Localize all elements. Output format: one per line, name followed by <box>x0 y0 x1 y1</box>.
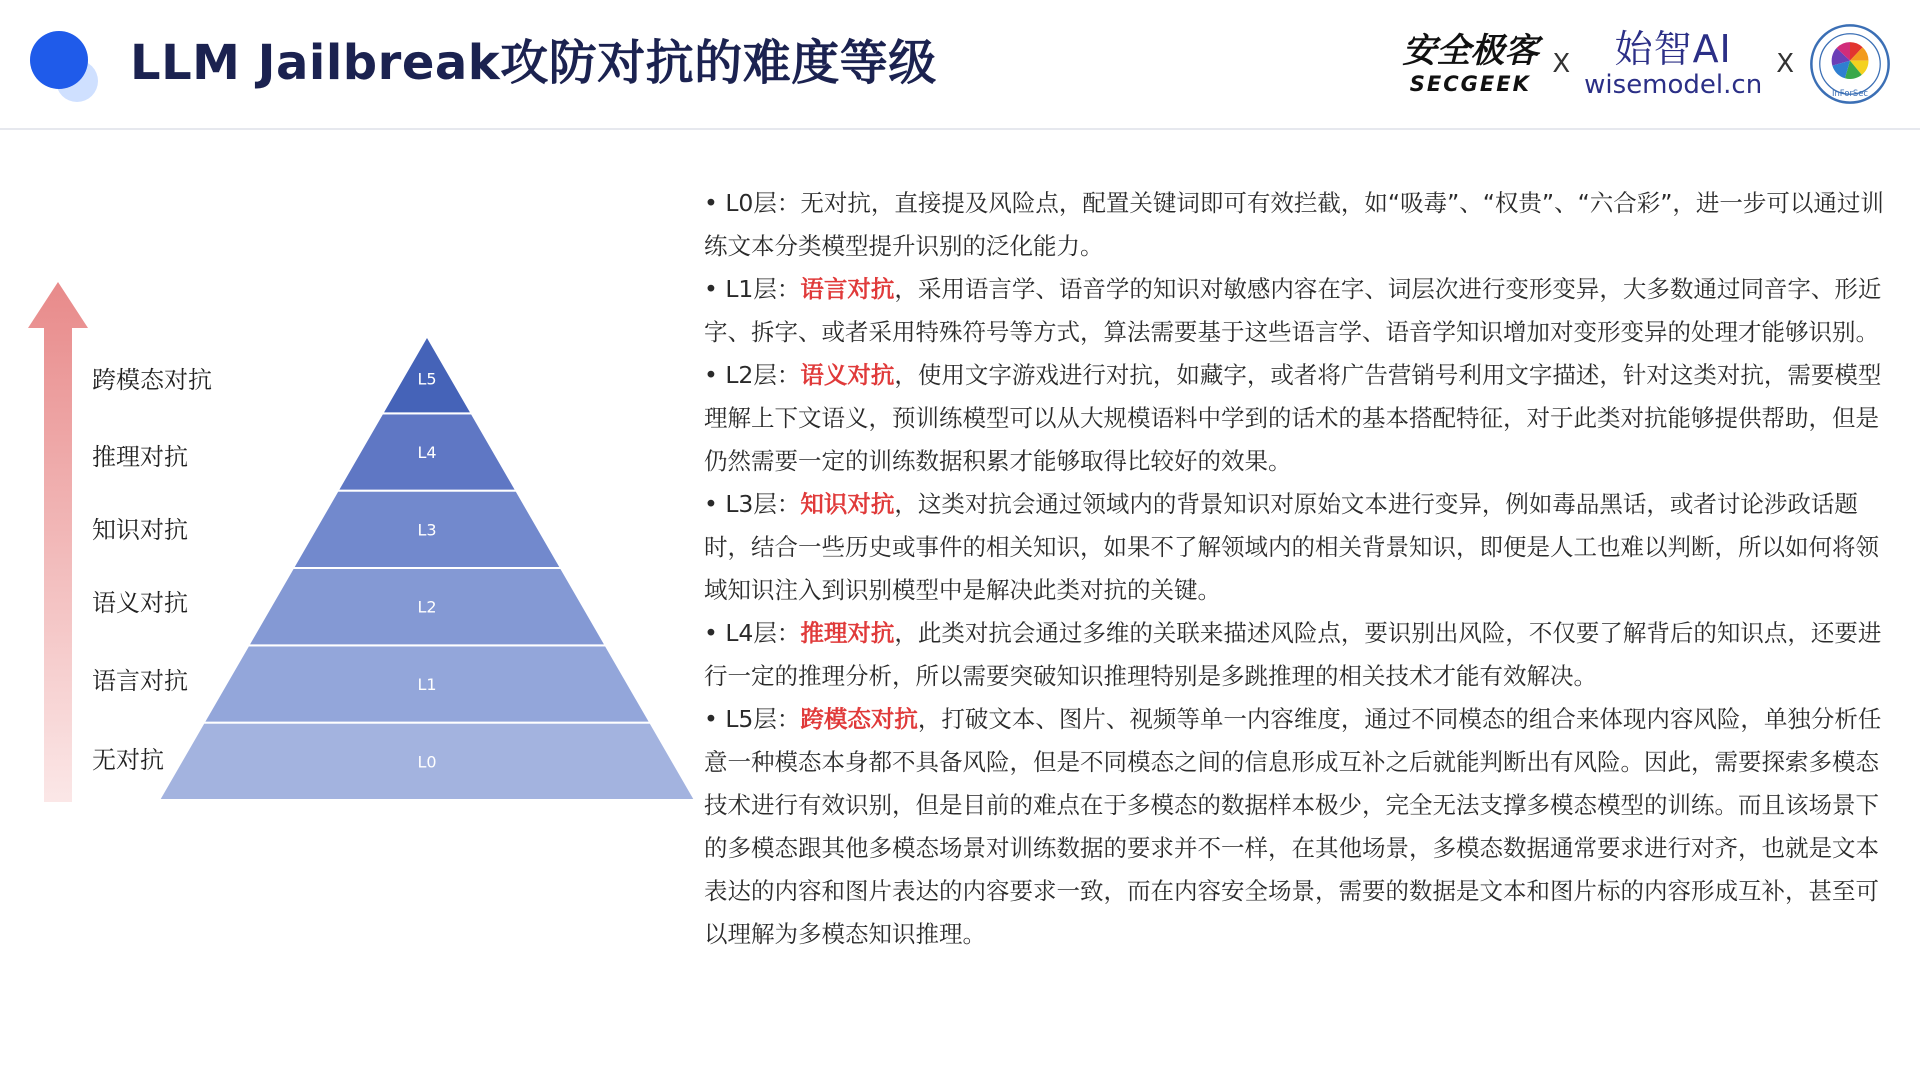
pyramid-side-label-l3: 知识对抗 <box>92 516 188 544</box>
level-description-highlight: 跨模态对抗 <box>800 705 918 733</box>
inforsec-seal-icon <box>1808 22 1892 106</box>
level-description-highlight: 推理对抗 <box>800 619 895 647</box>
pyramid-side-label-l5: 跨模态对抗 <box>92 366 212 394</box>
bullet: • <box>704 619 726 647</box>
logo-separator: X <box>1552 49 1571 79</box>
wisemodel-logo-cn: 始智AI <box>1614 27 1732 71</box>
pyramid-level-label: L0 <box>417 752 437 772</box>
pyramid-side-label-l2: 语义对抗 <box>92 589 188 617</box>
pyramid-level-label: L1 <box>417 675 437 694</box>
level-description-0 <box>704 182 1890 268</box>
level-description-text: ，使用文字游戏进行对抗，如藏字，或者将广告营销号利用文字描述，针对这类对抗，需要模型理解上下文语义，预训练模型可以从大规模语料中学到的话术的基本搭配特征，对于此类对抗能够提供帮助，但是仍然需要一定的训练数据积累才能够取得比较好的效果。 <box>704 361 1882 475</box>
inforsec-seal-text: InForSec <box>1832 87 1868 98</box>
logo-separator-2: X <box>1776 49 1794 79</box>
level-description-prefix: L0层： <box>725 189 801 217</box>
pyramid-level-label: L2 <box>417 597 437 617</box>
level-description-1 <box>704 268 1890 354</box>
difficulty-arrow-icon <box>28 282 88 802</box>
secgeek-logo-en: SECGEEK <box>1409 71 1531 96</box>
difficulty-pyramid <box>150 330 710 810</box>
level-description-prefix: L1层： <box>725 275 801 303</box>
bullet: • <box>704 361 726 389</box>
wisemodel-logo <box>1584 27 1763 100</box>
level-description-text: ，这类对抗会通过领域内的背景知识对原始文本进行变异，例如毒品黑话，或者讨论涉政话题时，结合一些历史或事件的相关知识，如果不了解领域内的相关背景知识，即便是人工也难以判断，所以如何将领域知识注入到识别模型中是解决此类对抗的关键。 <box>704 490 1879 604</box>
level-descriptions <box>704 182 1890 956</box>
pyramid-side-label-l1: 语言对抗 <box>92 667 188 695</box>
secgeek-logo-cn: 安全极客 <box>1402 30 1539 71</box>
level-description-text: ，打破文本、图片、视频等单一内容维度，通过不同模态的组合来体现内容风险，单独分析任意一种模态本身都不具备风险，但是不同模态之间的信息形成互补之后就能判断出有风险。因此，需要探索多模态技术进行有效识别，但是目前的难点在于多模态的数据样本极少，完全无法支撑多模态模型的训练。而且该场景下的多模态跟其他多模态场景对训练数据的要求并不一样，在其他场景，多模态数据通常要求进行对齐，也就是文本表达的内容和图片表达的内容要求一致，而在内容安全场景，需要的数据是文本和图片标的内容形成互补，甚至可以理解为多模态知识推理。 <box>704 705 1882 948</box>
wisemodel-logo-en: wisemodel.cn <box>1584 70 1763 100</box>
level-description-highlight: 知识对抗 <box>800 490 895 518</box>
level-description-3 <box>704 483 1890 612</box>
level-description-prefix: L2层： <box>725 361 801 389</box>
level-description-5 <box>704 698 1890 956</box>
pyramid-level-label: L4 <box>417 443 437 462</box>
level-description-4 <box>704 612 1890 698</box>
level-description-prefix: L3层： <box>725 490 801 518</box>
bullet: • <box>704 705 726 733</box>
title-decoration-dot <box>30 31 88 89</box>
pyramid-level-label: L5 <box>417 369 437 389</box>
partner-logos <box>1402 16 1892 112</box>
bullet: • <box>704 490 726 518</box>
level-description-highlight: 语言对抗 <box>800 275 895 303</box>
level-description-2 <box>704 354 1890 483</box>
bullet: • <box>704 275 726 303</box>
level-description-prefix: L5层： <box>725 705 801 733</box>
level-description-text: ，采用语言学、语音学的知识对敏感内容在字、词层次进行变形变异，大多数通过同音字、形近字、拆字、或者采用特殊符号等方式，算法需要基于这些语言学、语音学知识增加对变形变异的处理才能够识别。 <box>704 275 1882 346</box>
pyramid-side-label-l0: 无对抗 <box>92 746 164 774</box>
bullet: • <box>704 189 726 217</box>
level-description-text: 无对抗，直接提及风险点，配置关键词即可有效拦截，如“吸毒”、“权贵”、“六合彩”，进一步可以通过训练文本分类模型提升识别的泛化能力。 <box>704 189 1884 260</box>
slide-header <box>0 0 1920 130</box>
level-description-prefix: L4层： <box>725 619 801 647</box>
level-description-text: ，此类对抗会通过多维的关联来描述风险点，要识别出风险，不仅要了解背后的知识点，还要进行一定的推理分析，所以需要突破知识推理特别是多跳推理的相关技术才能有效解决。 <box>704 619 1882 690</box>
slide-title: LLM Jailbreak攻防对抗的难度等级 <box>130 35 937 91</box>
pyramid-level-label: L3 <box>417 520 437 540</box>
pyramid-side-label-l4: 推理对抗 <box>92 443 188 471</box>
level-description-highlight: 语义对抗 <box>800 361 895 389</box>
secgeek-logo <box>1402 30 1539 96</box>
